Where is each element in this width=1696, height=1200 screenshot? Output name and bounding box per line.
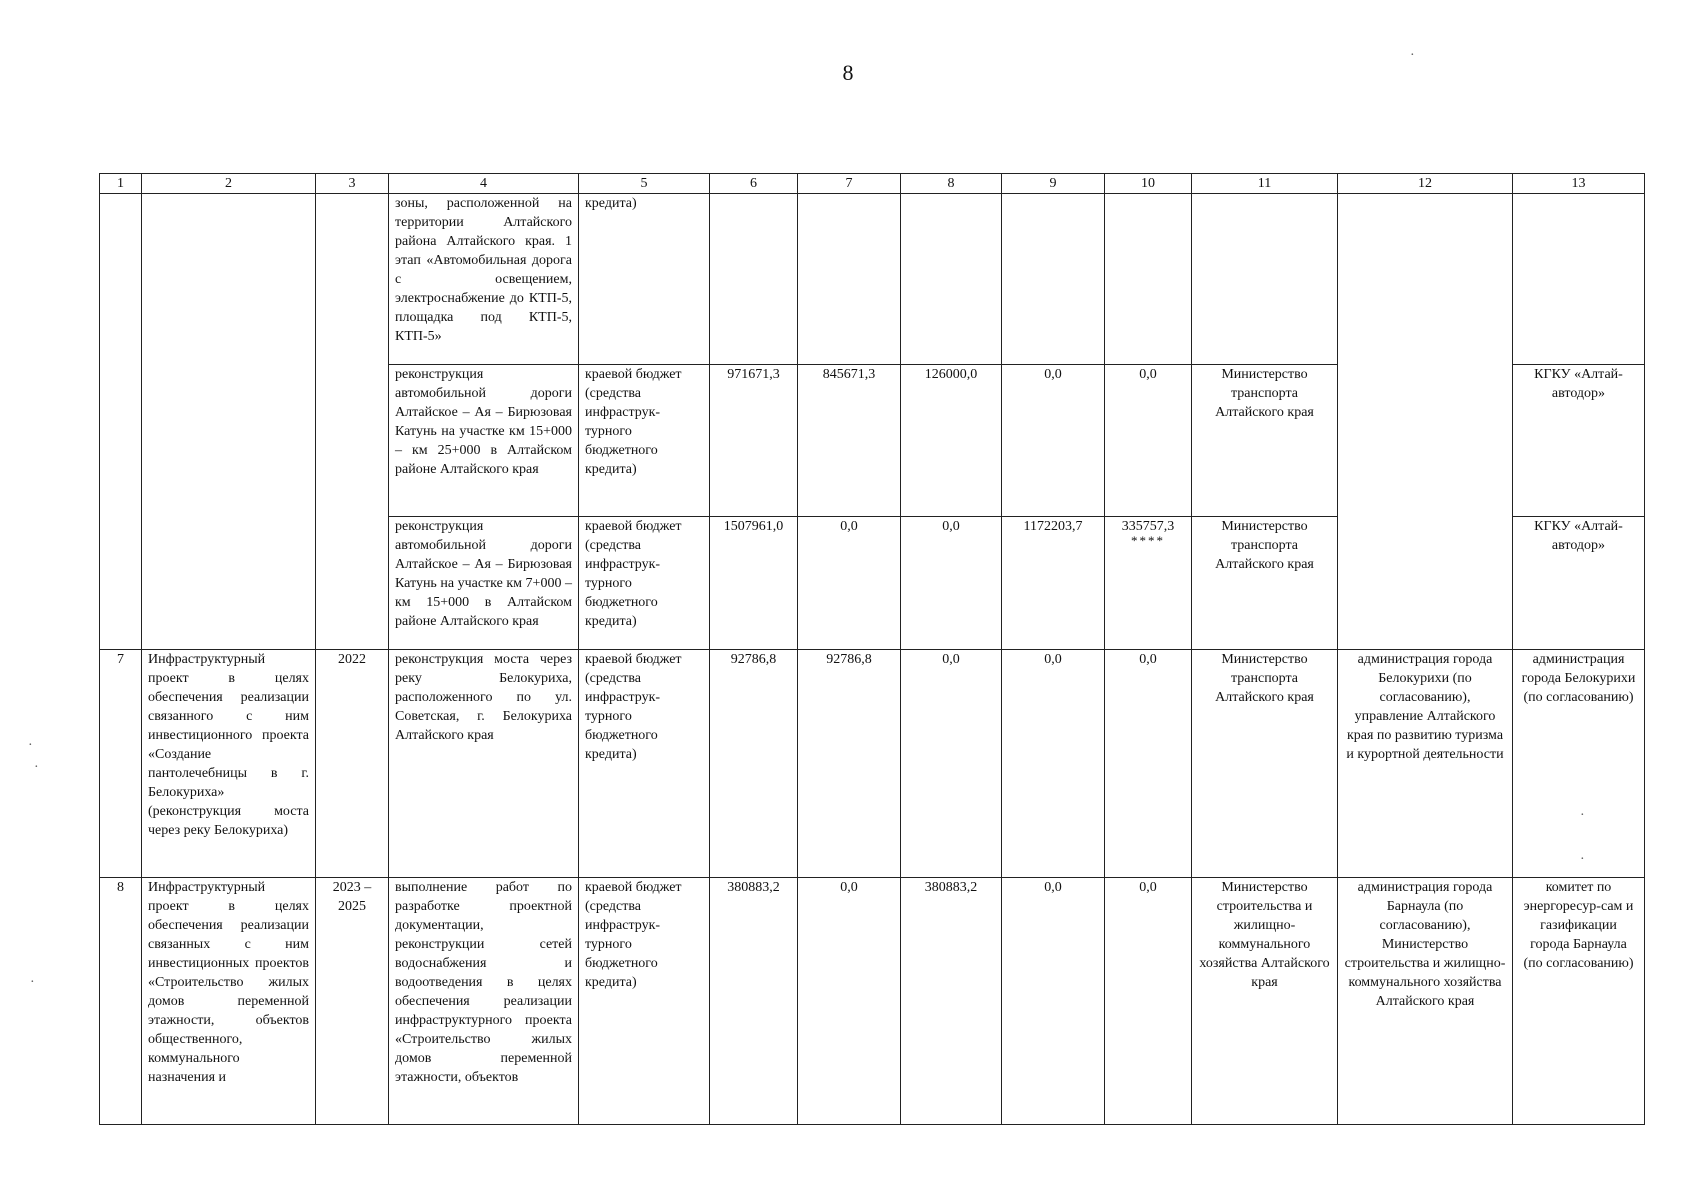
value-text: 335757,3 — [1121, 519, 1175, 534]
cell-year — [1105, 517, 1192, 650]
cell-customer: КГКУ «Алтай-автодор» — [1513, 517, 1645, 650]
cell-source: краевой бюджет (средства инфраструк-турного бюджетного кредита) — [579, 878, 710, 1125]
cell-customer: КГКУ «Алтай-автодор» — [1513, 365, 1645, 517]
header-cell: 12 — [1338, 174, 1513, 194]
cell-year — [1002, 194, 1105, 365]
budget-table — [99, 173, 1645, 1125]
cell-year: 92786,8 — [798, 650, 901, 878]
cell-number: 7 — [100, 650, 142, 878]
cell-executor — [1192, 194, 1338, 365]
cell-year: 845671,3 — [798, 365, 901, 517]
page-number: 8 — [842, 60, 854, 85]
header-cell: 6 — [710, 174, 798, 194]
cell-source: краевой бюджет (средства инфраструк-турного бюджетного кредита) — [579, 365, 710, 517]
cell-work: выполнение работ по разработке проектной документации, реконструкции сетей водоснабжения и водоотведения в целях обеспечения реализации инфраструктурного проекта «Строительство жилых домов переменной этажности, объектов — [389, 878, 579, 1125]
header-cell: 7 — [798, 174, 901, 194]
header-cell: 3 — [316, 174, 389, 194]
header-cell: 9 — [1002, 174, 1105, 194]
cell-year: 0,0 — [1002, 650, 1105, 878]
header-cell: 10 — [1105, 174, 1192, 194]
cell-year: 0,0 — [901, 650, 1002, 878]
header-row — [100, 174, 1645, 194]
cell-work: зоны, расположенной на территории Алтайского района Алтайского края. 1 этап «Автомобильная дорога с освещением, электроснабжение до КТП-5, площадка под КТП-5, КТП-5» — [389, 194, 579, 365]
cell-year: 0,0 — [798, 517, 901, 650]
cell-source: кредита) — [579, 194, 710, 365]
cell-year — [798, 194, 901, 365]
cell-year: 0,0 — [1105, 365, 1192, 517]
cell-period: 2023 – 2025 — [316, 878, 389, 1125]
cell-period — [316, 194, 389, 650]
cell-year: 126000,0 — [901, 365, 1002, 517]
cell-executor: Министерство транспорта Алтайского края — [1192, 650, 1338, 878]
cell-period: 2022 — [316, 650, 389, 878]
cell-executor: Министерство транспорта Алтайского края — [1192, 517, 1338, 650]
header-cell: 13 — [1513, 174, 1645, 194]
cell-source: краевой бюджет (средства инфраструк-турного бюджетного кредита) — [579, 517, 710, 650]
cell-customer: администрация города Белокурихи (по согласованию) — [1513, 650, 1645, 878]
header-cell: 4 — [389, 174, 579, 194]
cell-coexecutor: администрация города Барнаула (по согласованию), Министерство строительства и жилищно-коммунального хозяйства Алтайского края — [1338, 878, 1513, 1125]
cell-coexecutor — [1338, 194, 1513, 650]
header-cell: 5 — [579, 174, 710, 194]
cell-total: 92786,8 — [710, 650, 798, 878]
cell-number: 8 — [100, 878, 142, 1125]
scan-speck: · — [1580, 852, 1585, 867]
cell-customer: комитет по энергоресур-сам и газификации города Барнаула (по согласованию) — [1513, 878, 1645, 1125]
cell-total: 1507961,0 — [710, 517, 798, 650]
cell-year — [901, 194, 1002, 365]
cell-project: Инфраструктурный проект в целях обеспечения реализации связанных с ним инвестиционных проектов «Строительство жилых домов переменной этажности, объектов общественного, коммунального назначения и — [142, 878, 316, 1125]
scan-speck: · — [1580, 808, 1585, 823]
cell-executor: Министерство транспорта Алтайского края — [1192, 365, 1338, 517]
table-row — [100, 650, 1645, 878]
cell-source: краевой бюджет (средства инфраструк-турного бюджетного кредита) — [579, 650, 710, 878]
header-cell: 2 — [142, 174, 316, 194]
cell-project — [142, 194, 316, 650]
footnote-mark: **** — [1131, 533, 1165, 548]
header-cell: 1 — [100, 174, 142, 194]
header-cell: 11 — [1192, 174, 1338, 194]
scan-speck: · — [34, 760, 39, 775]
table-row — [100, 194, 1645, 365]
header-cell: 8 — [901, 174, 1002, 194]
scan-speck: · — [28, 738, 33, 753]
cell-total: 380883,2 — [710, 878, 798, 1125]
cell-year: 0,0 — [1002, 365, 1105, 517]
cell-year: 0,0 — [1105, 650, 1192, 878]
table-row — [100, 878, 1645, 1125]
cell-total — [710, 194, 798, 365]
cell-work: реконструкция автомобильной дороги Алтайское – Ая – Бирюзовая Катунь на участке км 15+000 – км 25+000 в Алтайском районе Алтайского края — [389, 365, 579, 517]
cell-year: 0,0 — [901, 517, 1002, 650]
cell-work: реконструкция моста через реку Белокуриха, расположенного по ул. Советская, г. Белокуриха Алтайского края — [389, 650, 579, 878]
cell-project: Инфраструктурный проект в целях обеспечения реализации связанного с ним инвестиционного проекта «Создание пантолечебницы в г. Белокуриха» (реконструкция моста через реку Белокуриха) — [142, 650, 316, 878]
cell-work: реконструкция автомобильной дороги Алтайское – Ая – Бирюзовая Катунь на участке км 7+000 – км 15+000 в Алтайском районе Алтайского края — [389, 517, 579, 650]
cell-number — [100, 194, 142, 650]
scan-speck: · — [30, 975, 35, 990]
cell-coexecutor: администрация города Белокурихи (по согласованию), управление Алтайского края по развитию туризма и курортной деятельности — [1338, 650, 1513, 878]
cell-year: 0,0 — [1002, 878, 1105, 1125]
scan-speck: · — [1410, 48, 1415, 63]
cell-executor: Министерство строительства и жилищно-коммунального хозяйства Алтайского края — [1192, 878, 1338, 1125]
cell-year: 1172203,7 — [1002, 517, 1105, 650]
cell-total: 971671,3 — [710, 365, 798, 517]
cell-year: 0,0 — [1105, 878, 1192, 1125]
cell-customer — [1513, 194, 1645, 365]
cell-year: 0,0 — [798, 878, 901, 1125]
cell-year: 380883,2 — [901, 878, 1002, 1125]
cell-year — [1105, 194, 1192, 365]
